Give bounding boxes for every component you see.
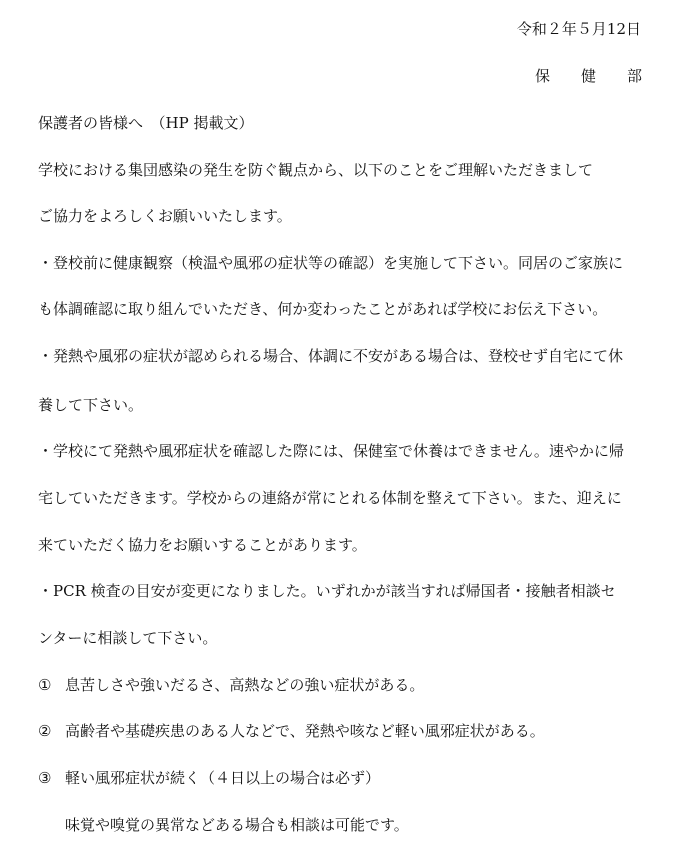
bullet-line: ・学校にて発熱や風邪症状を確認した際には、保健室で休養はできません。速やかに帰 xyxy=(38,442,624,460)
criteria-marker: ① xyxy=(38,676,52,694)
criteria-text: 軽い風邪症状が続く（４日以上の場合は必ず） xyxy=(65,769,381,787)
criteria-item xyxy=(38,722,545,740)
criteria-item xyxy=(38,769,380,787)
bullet-line: ・PCR 検査の目安が変更になりました。いずれかが該当すれば帰国者・接触者相談セ xyxy=(38,582,616,600)
intro-line: ご協力をよろしくお願いいたします。 xyxy=(38,207,292,225)
criteria-marker: ② xyxy=(38,722,52,740)
department-name: 保健部 xyxy=(534,67,673,85)
bullet-line: も体調確認に取り組んでいただき、何か変わったことがあれば学校にお伝え下さい。 xyxy=(38,300,608,318)
bullet-line: 養して下さい。 xyxy=(38,396,144,414)
bullet-line: ・登校前に健康観察（検温や風邪の症状等の確認）を実施して下さい。同居のご家族に xyxy=(38,254,624,272)
criteria-marker: ③ xyxy=(38,769,52,787)
intro-line: 学校における集団感染の発生を防ぐ観点から、以下のことをご理解いただきまして xyxy=(38,161,594,179)
salutation: 保護者の皆様へ （HP 掲載文） xyxy=(38,114,254,132)
bullet-line: ンターに相談して下さい。 xyxy=(38,629,218,647)
note-line: 味覚や嗅覚の異常などある場合も相談は可能です。 xyxy=(65,816,409,834)
bullet-line: 来ていただく協力をお願いすることがあります。 xyxy=(38,536,367,554)
criteria-text: 息苦しさや強いだるさ、高熱などの強い症状がある。 xyxy=(65,676,425,694)
bullet-line: 宅していただきます。学校からの連絡が常にとれる体制を整えて下さい。また、迎えに xyxy=(38,489,622,507)
criteria-text: 高齢者や基礎疾患のある人などで、発熱や咳など軽い風邪症状がある。 xyxy=(65,722,545,740)
bullet-line: ・発熱や風邪の症状が認められる場合、体調に不安がある場合は、登校せず自宅にて休 xyxy=(38,347,624,365)
criteria-item xyxy=(38,676,424,694)
date-line: 令和２年５月12日 xyxy=(516,20,641,38)
